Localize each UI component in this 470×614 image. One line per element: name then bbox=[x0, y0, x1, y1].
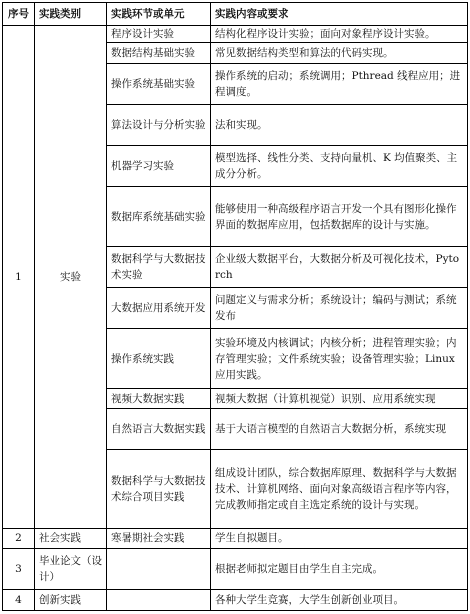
table-row bbox=[3, 528, 468, 549]
table-row bbox=[3, 590, 468, 611]
row-link: 操作系统基础实验 bbox=[107, 64, 211, 105]
row-category: 毕业论文（设计） bbox=[35, 549, 107, 590]
row-req: 结构化程序设计实验；面向对象程序设计实验。 bbox=[211, 26, 468, 43]
group-1-category: 实验 bbox=[35, 26, 107, 529]
row-link: 视频大数据实践 bbox=[107, 388, 211, 409]
row-req: 视频大数据（计算机视觉）识别、应用系统实现 bbox=[211, 388, 468, 409]
row-req: 法和实现。 bbox=[211, 105, 468, 146]
row-no: 3 bbox=[3, 549, 35, 590]
row-req: 常见数据结构类型和算法的代码实现。 bbox=[211, 43, 468, 64]
row-req: 能够使用一种高级程序语言开发一个具有图形化操作界面的数据库应用，包括数据库的设计与实施。 bbox=[211, 187, 468, 247]
row-req: 各种大学生竞赛，大学生创新创业项目。 bbox=[211, 590, 468, 611]
row-link bbox=[107, 549, 211, 590]
row-req: 根据老师拟定题目由学生自主完成。 bbox=[211, 549, 468, 590]
row-req: 操作系统的启动；系统调用；Pthread 线程应用；进程调度。 bbox=[211, 64, 468, 105]
header-no: 序号 bbox=[3, 3, 35, 26]
row-category: 创新实践 bbox=[35, 590, 107, 611]
row-req: 问题定义与需求分析；系统设计；编码与测试；系统发布 bbox=[211, 288, 468, 329]
group-1-no: 1 bbox=[3, 26, 35, 529]
row-link: 算法设计与分析实验 bbox=[107, 105, 211, 146]
table-row bbox=[3, 26, 468, 43]
row-link: 数据库系统基础实验 bbox=[107, 187, 211, 247]
header-link: 实践环节或单元 bbox=[107, 3, 211, 26]
row-req: 基于大语言模型的自然语言大数据分析，系统实现 bbox=[211, 409, 468, 450]
row-link: 自然语言大数据实践 bbox=[107, 409, 211, 450]
row-link: 程序设计实验 bbox=[107, 26, 211, 43]
row-link bbox=[107, 590, 211, 611]
row-category: 社会实践 bbox=[35, 528, 107, 549]
table-row bbox=[3, 549, 468, 590]
table-header-row bbox=[3, 3, 468, 26]
row-link: 数据科学与大数据技术实验 bbox=[107, 246, 211, 287]
row-req: 组成设计团队，综合数据库原理、数据科学与大数据技术、计算机网络、面向对象高级语言程序等内容，完成教师指定或自主选定系统的设计与实现。 bbox=[211, 450, 468, 528]
row-no: 2 bbox=[3, 528, 35, 549]
row-req: 学生自拟题目。 bbox=[211, 528, 468, 549]
row-link: 数据科学与大数据技术综合项目实践 bbox=[107, 450, 211, 528]
row-link: 寒暑期社会实践 bbox=[107, 528, 211, 549]
row-link: 数据结构基础实验 bbox=[107, 43, 211, 64]
row-req: 企业级大数据平台，大数据分析及可视化技术，Pytorch bbox=[211, 246, 468, 287]
row-link: 大数据应用系统开发 bbox=[107, 288, 211, 329]
row-link: 操作系统实践 bbox=[107, 329, 211, 389]
row-link: 机器学习实验 bbox=[107, 146, 211, 187]
row-req: 模型选择、线性分类、支持向量机、K 均值聚类、主成分分析。 bbox=[211, 146, 468, 187]
header-req: 实践内容或要求 bbox=[211, 3, 468, 26]
header-category: 实践类别 bbox=[35, 3, 107, 26]
row-req: 实验环境及内核调试；内核分析；进程管理实验；内存管理实验；文件系统实验；设备管理实验；Linux 应用实践。 bbox=[211, 329, 468, 389]
practice-table bbox=[2, 2, 468, 611]
row-no: 4 bbox=[3, 590, 35, 611]
